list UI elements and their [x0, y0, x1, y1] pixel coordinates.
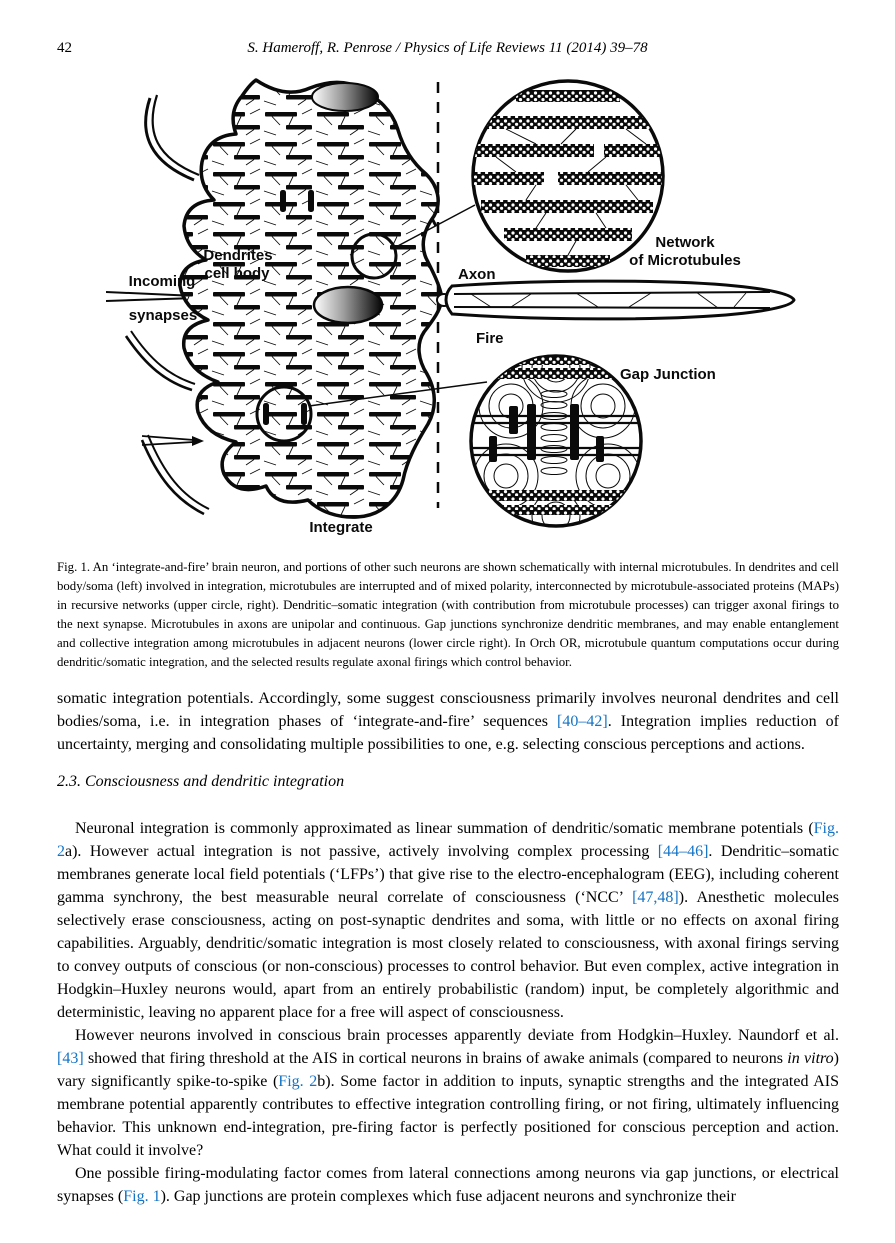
gap-junction-detail-circle: [466, 334, 646, 540]
label-integrate: Integrate: [309, 519, 373, 536]
label-dendrites-line1: Dendrites: [203, 247, 273, 264]
text-segment: However neurons involved in conscious brain processes apparently deviate from Hodgkin–Huxley. Naundorf et al.: [75, 1027, 839, 1044]
paragraph-neuronal-integration: [57, 817, 839, 1024]
label-incoming-line2: synapses: [128, 307, 198, 324]
paragraph-somatic-integration: [57, 687, 839, 756]
text-segment: b). Some factor in addition to inputs, synaptic strengths and the integrated AIS membrane potential apparently contributes to effective integration controlling firing, or not firing, ultimately influencing behavior. This unknown end-integration, pre-firing factor is perfectly positioned for conscious perception and action. What could it involve?: [57, 1073, 840, 1159]
section-heading: 2.3. Consciousness and dendritic integration: [57, 773, 345, 790]
label-axon: Axon: [458, 266, 496, 283]
label-network-line2: of Microtubules: [629, 252, 741, 269]
citation-link[interactable]: [40–42]: [557, 713, 608, 730]
nucleus-top: [312, 83, 378, 111]
text-segment: ). Gap junctions are protein complexes which fuse adjacent neurons and synchronize their: [160, 1188, 736, 1205]
running-head: S. Hameroff, R. Penrose / Physics of Life Reviews 11 (2014) 39–78: [247, 40, 648, 56]
paragraph-naundorf: [57, 1024, 839, 1162]
text-segment: . Integration implies reduction of uncertainty, merging and consolidating multiple possibilities to one, e.g. selecting conscious perceptions and actions.: [57, 713, 839, 753]
paragraph-gap-junctions: [57, 1162, 839, 1208]
label-gap-junction: Gap Junction: [620, 366, 716, 383]
citation-link[interactable]: Fig. 2: [278, 1073, 318, 1090]
text-segment: showed that firing threshold at the AIS in cortical neurons in brains of awake animals (compared to neurons: [83, 1050, 788, 1067]
label-dendrites-line2: cell body: [204, 265, 270, 282]
neuron-diagram-svg: [106, 76, 798, 556]
citation-link[interactable]: [44–46]: [657, 843, 709, 860]
citation-link[interactable]: [43]: [57, 1050, 84, 1067]
microtubule-detail-circle: [473, 81, 663, 271]
label-fire: Fire: [476, 330, 504, 347]
text-column: [57, 558, 839, 1208]
text-segment: ). Anesthetic molecules selectively erase consciousness, acting on post-synaptic dendrites and soma, with little or no effects on axonal firing capabilities. Arguably, dendritic/somatic integration is most closely related to consciousness, with axonal firings serving to convey outputs of conscious (or non-conscious) processes to control behavior. But even complex, active integration in Hodgkin–Huxley neurons would, apart from an entirely probabilistic (random) input, be completely algorithmic and deterministic, leaving no apparent place for a free will aspect of consciousness.: [57, 889, 840, 1021]
text-segment: a). However actual integration is not passive, actively involving complex processing: [65, 843, 658, 860]
nucleus-soma: [314, 287, 382, 323]
page-number: 42: [57, 40, 72, 56]
citation-link[interactable]: Fig. 2: [57, 820, 839, 860]
citation-link[interactable]: [47,48]: [632, 889, 679, 906]
text-segment: One possible firing-modulating factor comes from lateral connections among neurons via gap junctions, or electrical synapses (: [57, 1165, 839, 1205]
text-segment: ) vary significantly spike-to-spike (: [57, 1050, 839, 1090]
label-incoming-line1: Incoming: [128, 273, 196, 290]
dendrite-soma-outline: [180, 80, 442, 517]
citation-link[interactable]: Fig. 1: [123, 1188, 161, 1205]
axon-shape: [437, 281, 794, 319]
text-segment: Neuronal integration is commonly approximated as linear summation of dendritic/somatic membrane potentials (: [75, 820, 814, 837]
text-segment: somatic integration potentials. Accordingly, some suggest consciousness primarily involves neuronal dendrites and cell bodies/soma, i.e. in integration phases of ‘integrate-and-fire’ sequences: [57, 690, 839, 730]
text-segment: . Dendritic–somatic membranes generate local field potentials (‘LFPs’) that give rise to the electro-encephalogram (EEG), including coherent gamma synchrony, the best measurable neural correlate of consciousness (‘NCC’: [57, 843, 840, 906]
figure-caption: Fig. 1. An ‘integrate-and-fire’ brain neuron, and portions of other such neurons are shown schematically with internal microtubules. In dendrites and cell body/soma (left) involved in integration, microtubules are interrupted and of mixed polarity, interconnected by microtubule-associated proteins (MAPs) in recursive networks (upper circle, right). Dendritic–somatic integration (with contribution from microtubule processes) can trigger axonal firings to the next synapse. Microtubules in axons are unipolar and continuous. Gap junctions synchronize dendritic membranes, and may enable entanglement and collective integration among microtubules in adjacent neurons (lower circle right). In Orch OR, microtubule quantum computations occur during dendritic/somatic integration, and the selected results regulate axonal firings which control behavior.: [57, 560, 839, 669]
label-network-line1: Network: [655, 234, 715, 251]
text-segment: in vitro: [787, 1050, 834, 1067]
figure-1: [106, 76, 798, 556]
